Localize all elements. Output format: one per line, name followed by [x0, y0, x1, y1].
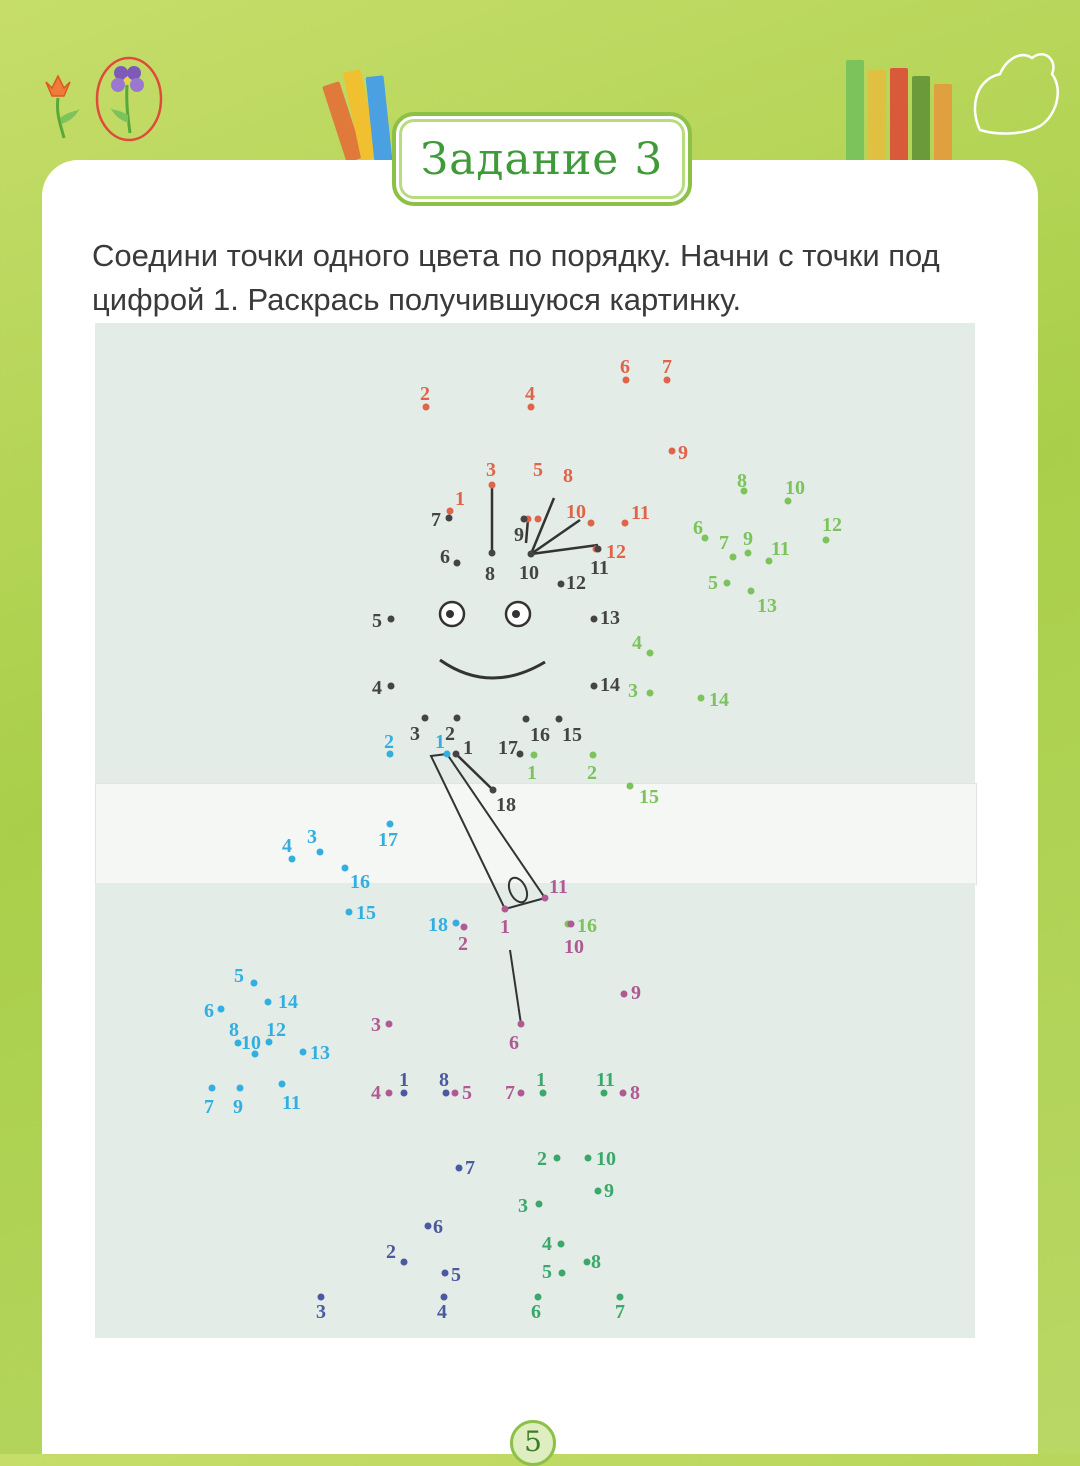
dot-label-pink-8: 8 [630, 1082, 640, 1104]
dot-label-navy-7: 7 [465, 1157, 475, 1179]
dot-label-blue-4: 4 [282, 835, 292, 857]
dot-green-top-7[interactable] [730, 554, 737, 561]
dots-layer [204, 356, 842, 1323]
dot-label-teal-2: 2 [537, 1148, 547, 1170]
dot-teal-8[interactable] [584, 1259, 591, 1266]
dot-group-teal [518, 1069, 625, 1323]
dot-label-pink-5: 5 [462, 1082, 472, 1104]
dot-label-pink-10: 10 [564, 936, 584, 958]
dot-green-top-1[interactable] [531, 752, 538, 759]
dot-label-green-top-3: 3 [628, 680, 638, 702]
dot-dark-8[interactable] [489, 550, 496, 557]
dot-label-green-top-16: 16 [577, 915, 597, 937]
dot-pink-4[interactable] [386, 1090, 393, 1097]
dot-label-green-top-10: 10 [785, 477, 805, 499]
dot-label-orange-2: 2 [420, 383, 430, 405]
dot-label-green-top-1: 1 [527, 762, 537, 784]
dot-pink-1[interactable] [502, 906, 509, 913]
dot-navy-6[interactable] [425, 1223, 432, 1230]
face [440, 602, 545, 678]
dot-label-pink-1: 1 [500, 916, 510, 938]
dot-pink-8[interactable] [620, 1090, 627, 1097]
dot-label-dark-1: 1 [463, 737, 473, 759]
dot-label-dark-7: 7 [431, 509, 441, 531]
dot-teal-10[interactable] [585, 1155, 592, 1162]
dot-label-teal-8: 8 [591, 1251, 601, 1273]
dot-blue-17[interactable] [387, 821, 394, 828]
dot-label-dark-13: 13 [600, 607, 620, 629]
dot-teal-5[interactable] [559, 1270, 566, 1277]
dot-blue-5[interactable] [251, 980, 258, 987]
dot-label-blue-18: 18 [428, 914, 448, 936]
dot-label-teal-4: 4 [542, 1233, 552, 1255]
page-number: 5 [510, 1420, 556, 1466]
dot-label-navy-3: 3 [316, 1301, 326, 1323]
dot-blue-15[interactable] [346, 909, 353, 916]
dot-group-navy [316, 1069, 475, 1323]
dot-blue-18[interactable] [453, 920, 460, 927]
dot-dark-4[interactable] [388, 683, 395, 690]
dot-label-blue-5: 5 [234, 965, 244, 987]
dot-label-dark-14: 14 [600, 674, 620, 696]
dot-pink-5[interactable] [452, 1090, 459, 1097]
dot-label-dark-6: 6 [440, 546, 450, 568]
dot-label-blue-14: 14 [278, 991, 298, 1013]
dot-label-green-top-8: 8 [737, 470, 747, 492]
dot-teal-6[interactable] [535, 1294, 542, 1301]
dot-label-orange-7: 7 [662, 356, 672, 378]
dot-label-teal-6: 6 [531, 1301, 541, 1323]
dot-label-blue-3: 3 [307, 826, 317, 848]
dot-label-pink-7: 7 [505, 1082, 515, 1104]
dot-dark-1[interactable] [453, 751, 460, 758]
smile [440, 660, 545, 678]
dot-label-blue-15: 15 [356, 902, 376, 924]
dot-label-dark-3: 3 [410, 723, 420, 745]
guide-line [456, 754, 493, 790]
dot-pink-10[interactable] [568, 921, 575, 928]
dot-label-green-top-9: 9 [743, 528, 753, 550]
dot-label-blue-10: 10 [241, 1032, 261, 1054]
dot-teal-9[interactable] [595, 1188, 602, 1195]
dot-blue-6[interactable] [218, 1006, 225, 1013]
dot-blue-7[interactable] [209, 1085, 216, 1092]
dot-label-green-top-4: 4 [632, 632, 642, 654]
dot-label-blue-7: 7 [204, 1096, 214, 1118]
dot-dark-16[interactable] [523, 716, 530, 723]
dot-label-orange-1: 1 [455, 488, 465, 510]
dot-label-pink-2: 2 [458, 933, 468, 955]
dot-teal-2[interactable] [554, 1155, 561, 1162]
dot-orange-1[interactable] [447, 508, 454, 515]
dot-dark-2[interactable] [454, 715, 461, 722]
dot-orange-11[interactable] [622, 520, 629, 527]
dot-dark-14[interactable] [591, 683, 598, 690]
dot-navy-5[interactable] [442, 1270, 449, 1277]
dot-label-teal-7: 7 [615, 1301, 625, 1323]
dot-dark-6[interactable] [454, 560, 461, 567]
dot-blue-14[interactable] [265, 999, 272, 1006]
dot-label-blue-8: 8 [229, 1019, 239, 1041]
dot-green-top-2[interactable] [590, 752, 597, 759]
dot-label-dark-17: 17 [498, 737, 518, 759]
dot-blue-13[interactable] [300, 1049, 307, 1056]
dot-dark-18[interactable] [490, 787, 497, 794]
dot-label-teal-5: 5 [542, 1261, 552, 1283]
dot-orange-9[interactable] [669, 448, 676, 455]
dot-label-blue-9: 9 [233, 1096, 243, 1118]
dot-label-dark-12: 12 [566, 572, 586, 594]
dot-label-orange-10: 10 [566, 501, 586, 523]
dot-label-orange-9: 9 [678, 442, 688, 464]
dot-label-blue-6: 6 [204, 1000, 214, 1022]
dot-label-teal-10: 10 [596, 1148, 616, 1170]
dot-blue-11[interactable] [279, 1081, 286, 1088]
dot-blue-16[interactable] [342, 865, 349, 872]
dot-label-navy-6: 6 [433, 1216, 443, 1238]
dot-teal-4[interactable] [558, 1241, 565, 1248]
dot-label-teal-3: 3 [518, 1195, 528, 1217]
dot-label-orange-5: 5 [533, 459, 543, 481]
guide-line [526, 519, 528, 543]
dot-label-orange-11: 11 [631, 502, 650, 524]
dot-dark-7[interactable] [446, 515, 453, 522]
dot-orange-3[interactable] [489, 482, 496, 489]
guide-line [510, 950, 521, 1024]
right-pupil [512, 610, 520, 618]
dot-label-dark-2: 2 [445, 723, 455, 745]
dot-label-green-top-15: 15 [639, 786, 659, 808]
dot-label-dark-10: 10 [519, 562, 539, 584]
dot-green-top-15[interactable] [627, 783, 634, 790]
dot-dark-9[interactable] [521, 516, 528, 523]
dot-group-dark [372, 509, 620, 816]
dot-label-blue-16: 16 [350, 871, 370, 893]
dot-teal-3[interactable] [536, 1201, 543, 1208]
dot-orange-10[interactable] [588, 520, 595, 527]
dot-label-green-top-14: 14 [709, 689, 729, 711]
dot-green-top-9[interactable] [745, 550, 752, 557]
dot-navy-4[interactable] [441, 1294, 448, 1301]
dot-green-top-4[interactable] [647, 650, 654, 657]
dot-green-top-14[interactable] [698, 695, 705, 702]
dot-label-orange-6: 6 [620, 356, 630, 378]
dot-label-blue-13: 13 [310, 1042, 330, 1064]
dot-label-orange-12: 12 [606, 541, 626, 563]
dot-label-orange-8: 8 [563, 465, 573, 487]
left-pupil [446, 610, 454, 618]
dot-label-teal-11: 11 [596, 1069, 615, 1091]
dot-label-blue-1: 1 [435, 731, 445, 753]
dot-dark-12[interactable] [558, 581, 565, 588]
dot-label-blue-12: 12 [266, 1019, 286, 1041]
dot-blue-3[interactable] [317, 849, 324, 856]
dot-label-dark-9: 9 [514, 524, 524, 546]
page-title: Задание 3 [420, 133, 664, 185]
guide-shape [505, 875, 530, 905]
dot-label-blue-11: 11 [282, 1092, 301, 1114]
dot-label-pink-9: 9 [631, 982, 641, 1004]
dot-label-green-top-6: 6 [693, 517, 703, 539]
dot-green-top-5[interactable] [724, 580, 731, 587]
dot-label-teal-9: 9 [604, 1180, 614, 1202]
dot-group-green-top [527, 470, 842, 937]
dot-dark-5[interactable] [388, 616, 395, 623]
dot-label-dark-18: 18 [496, 794, 516, 816]
dot-label-dark-16: 16 [530, 724, 550, 746]
dot-blue-9[interactable] [237, 1085, 244, 1092]
instruction-text: Соедини точки одного цвета по порядку. Начни с точки под цифрой 1. Раскрась получившуюся картинку. [92, 238, 940, 317]
dot-label-dark-4: 4 [372, 677, 382, 699]
dot-group-blue [204, 731, 460, 1118]
dot-label-blue-17: 17 [378, 829, 398, 851]
dot-label-pink-6: 6 [509, 1032, 519, 1054]
dot-label-dark-8: 8 [485, 563, 495, 585]
dot-dark-3[interactable] [422, 715, 429, 722]
dot-label-blue-2: 2 [384, 731, 394, 753]
dot-label-navy-1: 1 [399, 1069, 409, 1091]
dot-green-top-12[interactable] [823, 537, 830, 544]
dot-label-navy-8: 8 [439, 1069, 449, 1091]
dot-dark-10[interactable] [528, 551, 535, 558]
dot-label-teal-1: 1 [536, 1069, 546, 1091]
dot-orange-8[interactable] [535, 516, 542, 523]
dot-navy-7[interactable] [456, 1165, 463, 1172]
dot-label-dark-15: 15 [562, 724, 582, 746]
dot-navy-3[interactable] [318, 1294, 325, 1301]
dot-pink-7[interactable] [518, 1090, 525, 1097]
dot-dark-11[interactable] [595, 546, 602, 553]
dot-pink-3[interactable] [386, 1021, 393, 1028]
dot-label-navy-5: 5 [451, 1264, 461, 1286]
dot-label-green-top-11: 11 [771, 538, 790, 560]
dot-dark-15[interactable] [556, 716, 563, 723]
dot-green-top-3[interactable] [647, 690, 654, 697]
dot-label-pink-11: 11 [549, 876, 568, 898]
dot-navy-2[interactable] [401, 1259, 408, 1266]
dot-label-orange-3: 3 [486, 459, 496, 481]
dot-green-top-13[interactable] [748, 588, 755, 595]
dot-pink-9[interactable] [621, 991, 628, 998]
dot-label-green-top-2: 2 [587, 762, 597, 784]
dot-pink-11[interactable] [542, 895, 549, 902]
dot-label-pink-3: 3 [371, 1014, 381, 1036]
dot-teal-7[interactable] [617, 1294, 624, 1301]
dot-group-orange [420, 356, 688, 563]
dot-label-navy-2: 2 [386, 1241, 396, 1263]
dot-label-green-top-13: 13 [757, 595, 777, 617]
dot-label-green-top-7: 7 [719, 532, 729, 554]
dot-pink-6[interactable] [518, 1021, 525, 1028]
dot-label-green-top-12: 12 [822, 514, 842, 536]
dot-label-navy-4: 4 [437, 1301, 447, 1323]
dot-label-dark-11: 11 [590, 557, 609, 579]
dot-label-orange-4: 4 [525, 383, 535, 405]
dot-pink-2[interactable] [461, 924, 468, 931]
dot-label-pink-4: 4 [371, 1082, 381, 1104]
dot-label-dark-5: 5 [372, 610, 382, 632]
dot-dark-13[interactable] [591, 616, 598, 623]
dot-label-green-top-5: 5 [708, 572, 718, 594]
